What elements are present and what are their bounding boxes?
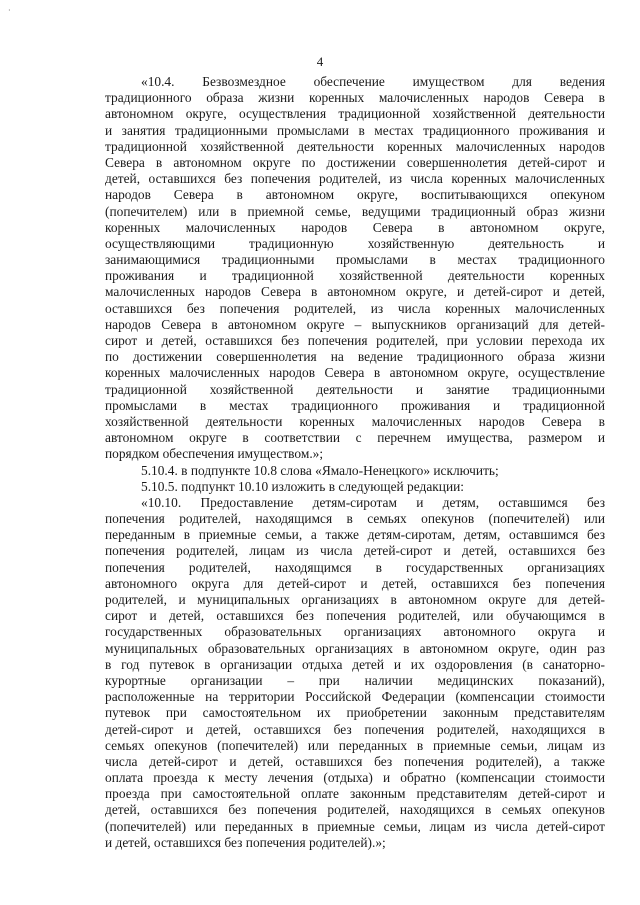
text-line: традиционного образа жизни коренных малочисленных народов Севера в xyxy=(105,90,605,106)
text-line: путевок при самостоятельном их приобретении законным представителям xyxy=(105,705,605,721)
text-line: попечения родителей, находящимся в государственных организациях xyxy=(105,559,605,575)
text-line: автономного округа для детей-сирот и детей, оставшихся без попечения xyxy=(105,575,605,591)
text-line: Севера в автономном округе по достижении совершеннолетия детей-сирот и xyxy=(105,154,605,170)
text-line: попечения родителей, находящимся в семьях опекунов (попечителей) или xyxy=(105,511,605,527)
text-line: хозяйственной деятельности коренных малочисленных народов Севера в xyxy=(105,413,605,429)
text-line: «10.4. Безвозмездное обеспечение имуществом для ведения xyxy=(141,74,605,89)
text-line: в год путевок в организации отдыха детей и их оздоровления (в санаторно- xyxy=(105,656,605,672)
text-line: семьях опекунов (попечителей) или переданных в приемные семьи, лицам из xyxy=(105,737,605,753)
document-body xyxy=(105,74,605,851)
text-line: автономном округе, осуществления традиционной хозяйственной деятельности xyxy=(105,106,605,122)
text-line: и детей, оставшихся без попечения родителей).»; xyxy=(105,834,386,850)
text-line: сирот и детей, оставшихся без попечения родителей, или обучающимся в xyxy=(105,608,605,624)
text-line: сирот и детей, оставшихся без попечения родителей, при условии перехода их xyxy=(105,333,605,348)
text-line: родителей, и муниципальных организациях в автономном округе для детей- xyxy=(105,592,605,607)
text-line: курортные организации – при наличии медицинских показаний), xyxy=(105,672,605,688)
text-line: оставшихся без попечения родителей, из числа коренных малочисленных xyxy=(105,300,605,316)
text-line: занимающимися традиционными промыслами в местах традиционного xyxy=(105,252,605,268)
text-line: «10.10. Предоставление детям-сиротам и детям, оставшимся без xyxy=(141,494,605,510)
text-line: попечения родителей, лицам из числа детей-сирот и детей, оставшихся без xyxy=(105,543,605,559)
scan-mark: · xyxy=(8,6,11,15)
text-line: переданным в приемные семьи, а также детям-сиротам, детям, оставшимся без xyxy=(105,527,605,543)
text-line: традиционной хозяйственной деятельности и занятие традиционными xyxy=(105,381,605,397)
text-line: осуществляющими традиционную хозяйственную деятельность и xyxy=(105,235,605,251)
text-line: коренных малочисленных народов Севера в автономном округе, осуществление xyxy=(105,365,605,381)
text-line: числа детей-сирот и детей, оставшихся без попечения родителей), а также xyxy=(105,753,605,769)
text-line: 5.10.5. подпункт 10.10 изложить в следующей редакции: xyxy=(141,478,465,494)
text-line: (попечителей) или переданных в приемные семьи, лицам из числа детей-сирот xyxy=(105,818,605,834)
text-line: муниципальных образовательных организациях в автономном округе, один раз xyxy=(105,640,605,656)
text-line: (попечителем) или в приемной семье, ведущими традиционный образ жизни xyxy=(105,203,605,219)
text-line: проживания и традиционной хозяйственной деятельности коренных xyxy=(105,268,605,284)
text-line: автономном округе в соответствии с перечнем имущества, размером и xyxy=(105,430,605,446)
text-line: и занятия традиционными промыслами в местах традиционного проживания и xyxy=(105,122,605,138)
text-line: государственных образовательных организациях автономного округа и xyxy=(105,624,605,640)
text-line: порядком обеспечения имуществом.»; xyxy=(105,446,324,462)
page-number: 4 xyxy=(316,54,324,69)
text-line: расположенные на территории Российской Федерации (компенсации стоимости xyxy=(105,689,605,705)
text-line: коренных малочисленных народов Севера в автономном округе, xyxy=(105,219,605,235)
text-line: по достижении совершеннолетия на ведение традиционного образа жизни xyxy=(105,349,605,365)
text-line: народов Севера в автономном округе, воспитывающихся опекуном xyxy=(105,187,605,203)
text-line: детей-сирот и детей, оставшихся без попечения родителей, находящихся в xyxy=(105,721,605,737)
text-line: детей, оставшихся без попечения родителей, из числа коренных малочисленных xyxy=(105,171,605,187)
text-line: малочисленных народов Севера в автономном округе, и детей-сирот и детей, xyxy=(105,284,605,300)
text-line: промыслами в местах традиционного проживания и традиционной xyxy=(105,397,605,413)
text-line: детей, оставшихся без попечения родителей, находящихся в семьях опекунов xyxy=(105,802,605,818)
text-line: народов Севера в автономном округе – выпускников организаций для детей- xyxy=(105,316,605,332)
text-line: оплата проезда к месту лечения (отдыха) и обратно (компенсации стоимости xyxy=(105,770,605,786)
text-line: традиционной хозяйственной деятельности коренных малочисленных народов xyxy=(105,138,605,154)
text-line: 5.10.4. в подпункте 10.8 слова «Ямало-Ненецкого» исключить; xyxy=(141,462,499,478)
text-line: проезда при самостоятельной оплате законным представителям детей-сирот и xyxy=(105,786,605,802)
